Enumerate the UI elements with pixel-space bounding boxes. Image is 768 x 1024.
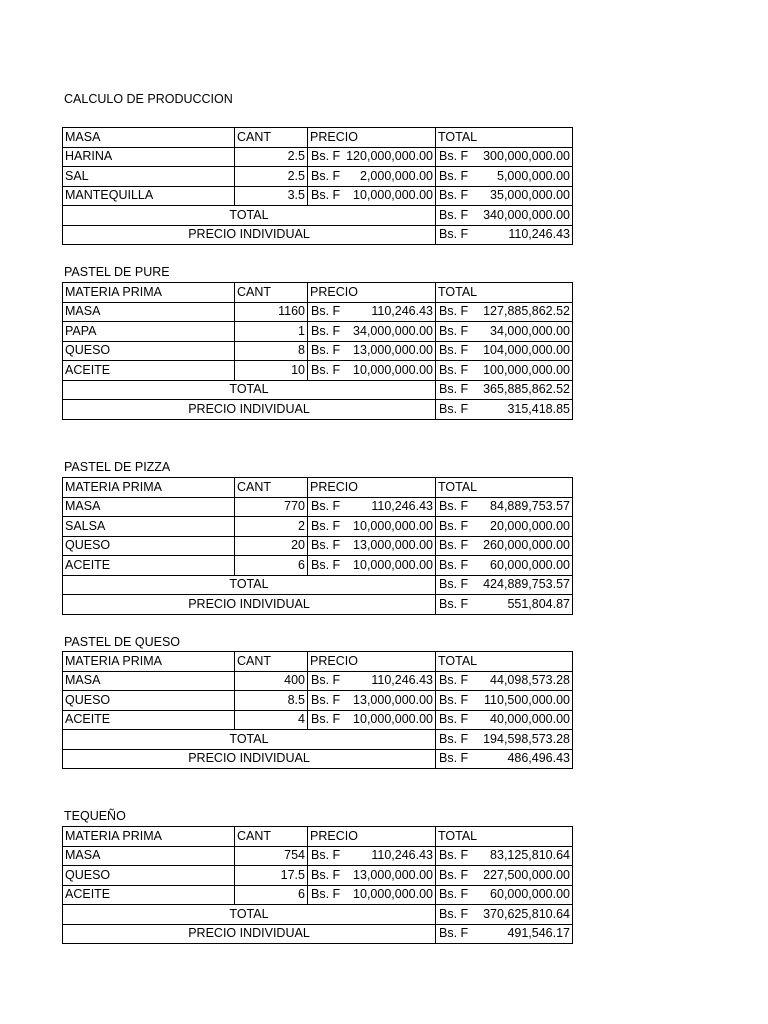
total-cell[interactable] [436,866,573,886]
precio-cell[interactable] [308,536,436,556]
total-cell[interactable] [436,691,573,711]
precio-cell[interactable] [308,167,436,187]
currency-label: Bs. F [311,712,341,727]
precio-cell[interactable] [308,671,436,691]
item-cell[interactable]: MASA [63,497,235,517]
currency-label: Bs. F [311,692,341,707]
cant-cell[interactable]: 2.5 [235,147,308,167]
cost-table [62,127,573,245]
individual-price-value[interactable] [436,595,573,615]
amount-value: 13,000,000.00 [353,538,433,553]
total-cell[interactable] [436,710,573,730]
total-row [63,380,573,400]
currency-label: Bs. F [439,712,469,727]
currency-label: Bs. F [439,867,469,882]
total-cell[interactable] [436,846,573,866]
cost-table [62,282,573,420]
precio-cell[interactable] [308,322,436,342]
amount-value: 424,889,753.57 [483,577,570,592]
individual-price-value[interactable] [436,749,573,769]
currency-label: Bs. F [311,673,341,688]
amount-value: 370,625,810.64 [483,906,570,921]
item-cell[interactable]: QUESO [63,691,235,711]
item-cell[interactable]: SAL [63,167,235,187]
section-title: PASTEL DE PURE [64,265,170,279]
header-row [63,827,573,847]
currency-label: Bs. F [439,227,469,242]
amount-value: 20,000,000.00 [490,518,570,533]
total-value[interactable] [436,206,573,226]
currency-label: Bs. F [439,362,469,377]
individual-price-label[interactable]: PRECIO INDIVIDUAL [63,595,436,615]
precio-cell[interactable] [308,341,436,361]
individual-price-label[interactable]: PRECIO INDIVIDUAL [63,749,436,769]
individual-price-value[interactable] [436,225,573,245]
cant-cell[interactable]: 2 [235,517,308,537]
currency-label: Bs. F [439,323,469,338]
header-cant[interactable]: CANT [235,478,308,498]
total-row [63,206,573,226]
amount-value: 60,000,000.00 [490,557,570,572]
amount-value: 315,418.85 [507,401,570,416]
item-cell[interactable]: PAPA [63,322,235,342]
header-total[interactable]: TOTAL [436,652,573,672]
amount-value: 120,000,000.00 [346,149,433,164]
header-total[interactable]: TOTAL [436,283,573,303]
item-cell[interactable]: MASA [63,671,235,691]
currency-label: Bs. F [311,362,341,377]
total-label[interactable]: TOTAL [63,575,436,595]
cant-cell[interactable]: 17.5 [235,866,308,886]
header-item[interactable]: MATERIA PRIMA [63,283,235,303]
total-cell[interactable] [436,341,573,361]
amount-value: 227,500,000.00 [483,867,570,882]
total-row [63,905,573,925]
total-cell[interactable] [436,671,573,691]
currency-label: Bs. F [439,499,469,514]
amount-value: 13,000,000.00 [353,343,433,358]
amount-value: 10,000,000.00 [353,518,433,533]
cant-cell[interactable]: 10 [235,361,308,381]
amount-value: 10,000,000.00 [353,188,433,203]
amount-value: 127,885,862.52 [483,304,570,319]
header-precio[interactable]: PRECIO [308,652,436,672]
precio-cell[interactable] [308,710,436,730]
currency-label: Bs. F [311,867,341,882]
currency-label: Bs. F [439,906,469,921]
currency-label: Bs. F [311,557,341,572]
amount-value: 34,000,000.00 [353,323,433,338]
individual-price-row [63,749,573,769]
item-cell[interactable]: HARINA [63,147,235,167]
amount-value: 34,000,000.00 [490,323,570,338]
currency-label: Bs. F [311,887,341,902]
individual-price-label[interactable]: PRECIO INDIVIDUAL [63,225,436,245]
header-item[interactable]: MATERIA PRIMA [63,652,235,672]
amount-value: 551,804.87 [507,596,570,611]
header-cant[interactable]: CANT [235,128,308,148]
total-value[interactable] [436,380,573,400]
amount-value: 13,000,000.00 [353,867,433,882]
precio-cell[interactable] [308,691,436,711]
cost-table [62,826,573,944]
header-row [63,128,573,148]
item-cell[interactable]: ACEITE [63,361,235,381]
cant-cell[interactable]: 8.5 [235,691,308,711]
precio-cell[interactable] [308,866,436,886]
item-cell[interactable]: MASA [63,846,235,866]
precio-cell[interactable] [308,885,436,905]
item-cell[interactable]: ACEITE [63,556,235,576]
total-row [63,575,573,595]
precio-cell[interactable] [308,361,436,381]
currency-label: Bs. F [311,499,341,514]
amount-value: 100,000,000.00 [483,362,570,377]
currency-label: Bs. F [311,168,341,183]
currency-label: Bs. F [439,382,469,397]
section-title: PASTEL DE PIZZA [64,460,171,474]
table-row [63,361,573,381]
amount-value: 104,000,000.00 [483,343,570,358]
header-item[interactable]: MATERIA PRIMA [63,827,235,847]
table-row [63,710,573,730]
amount-value: 491,546.17 [507,926,570,941]
individual-price-row [63,225,573,245]
item-cell[interactable]: QUESO [63,341,235,361]
precio-cell[interactable] [308,147,436,167]
item-cell[interactable]: MANTEQUILLA [63,186,235,206]
header-total[interactable]: TOTAL [436,128,573,148]
table-row [63,517,573,537]
amount-value: 13,000,000.00 [353,692,433,707]
amount-value: 10,000,000.00 [353,887,433,902]
currency-label: Bs. F [439,401,469,416]
total-cell[interactable] [436,517,573,537]
total-cell[interactable] [436,167,573,187]
cant-cell[interactable]: 8 [235,341,308,361]
currency-label: Bs. F [311,343,341,358]
amount-value: 365,885,862.52 [483,382,570,397]
item-cell[interactable]: QUESO [63,536,235,556]
amount-value: 110,500,000.00 [484,692,570,707]
total-cell[interactable] [436,497,573,517]
currency-label: Bs. F [439,887,469,902]
section-title: TEQUEÑO [64,809,126,823]
amount-value: 110,246.43 [371,304,433,319]
table-row [63,302,573,322]
amount-value: 10,000,000.00 [353,557,433,572]
currency-label: Bs. F [311,538,341,553]
table-row [63,322,573,342]
cant-cell[interactable]: 770 [235,497,308,517]
header-total[interactable]: TOTAL [436,827,573,847]
total-cell[interactable] [436,147,573,167]
total-label[interactable]: TOTAL [63,730,436,750]
currency-label: Bs. F [311,848,341,863]
total-cell[interactable] [436,302,573,322]
currency-label: Bs. F [439,848,469,863]
amount-value: 110,246.43 [371,499,433,514]
header-precio[interactable]: PRECIO [308,128,436,148]
individual-price-label[interactable]: PRECIO INDIVIDUAL [63,924,436,944]
header-row [63,478,573,498]
item-cell[interactable]: SALSA [63,517,235,537]
total-value[interactable] [436,905,573,925]
total-cell[interactable] [436,322,573,342]
item-cell[interactable]: ACEITE [63,710,235,730]
table-row [63,186,573,206]
currency-label: Bs. F [439,557,469,572]
cant-cell[interactable]: 3.5 [235,186,308,206]
total-cell[interactable] [436,186,573,206]
amount-value: 260,000,000.00 [483,538,570,553]
currency-label: Bs. F [439,577,469,592]
currency-label: Bs. F [439,673,469,688]
cant-cell[interactable]: 754 [235,846,308,866]
individual-price-row [63,400,573,420]
cant-cell[interactable]: 4 [235,710,308,730]
table-row [63,866,573,886]
table-row [63,341,573,361]
precio-cell[interactable] [308,302,436,322]
currency-label: Bs. F [311,188,341,203]
cant-cell[interactable]: 6 [235,556,308,576]
amount-value: 340,000,000.00 [483,207,570,222]
cost-table [62,651,573,769]
currency-label: Bs. F [311,518,341,533]
header-cant[interactable]: CANT [235,652,308,672]
currency-label: Bs. F [439,343,469,358]
amount-value: 110,246.43 [371,848,433,863]
amount-value: 110,246.43 [371,673,433,688]
table-row [63,536,573,556]
individual-price-label[interactable]: PRECIO INDIVIDUAL [63,400,436,420]
amount-value: 10,000,000.00 [353,362,433,377]
currency-label: Bs. F [439,596,469,611]
total-label[interactable]: TOTAL [63,380,436,400]
total-cell[interactable] [436,556,573,576]
header-row [63,652,573,672]
cant-cell[interactable]: 2.5 [235,167,308,187]
currency-label: Bs. F [439,731,469,746]
precio-cell[interactable] [308,846,436,866]
amount-value: 486,496.43 [507,751,570,766]
total-cell[interactable] [436,885,573,905]
table-row [63,691,573,711]
individual-price-row [63,924,573,944]
total-label[interactable]: TOTAL [63,905,436,925]
cant-cell[interactable]: 400 [235,671,308,691]
currency-label: Bs. F [311,323,341,338]
amount-value: 40,000,000.00 [490,712,570,727]
currency-label: Bs. F [439,926,469,941]
currency-label: Bs. F [439,518,469,533]
header-item[interactable]: MASA [63,128,235,148]
amount-value: 194,598,573.28 [483,731,570,746]
item-cell[interactable]: QUESO [63,866,235,886]
total-cell[interactable] [436,536,573,556]
precio-cell[interactable] [308,497,436,517]
header-precio[interactable]: PRECIO [308,283,436,303]
total-label[interactable]: TOTAL [63,206,436,226]
amount-value: 300,000,000.00 [483,149,570,164]
table-row [63,167,573,187]
currency-label: Bs. F [439,751,469,766]
total-value[interactable] [436,575,573,595]
table-row [63,556,573,576]
currency-label: Bs. F [439,188,469,203]
item-cell[interactable]: ACEITE [63,885,235,905]
header-precio[interactable]: PRECIO [308,478,436,498]
precio-cell[interactable] [308,186,436,206]
cant-cell[interactable]: 6 [235,885,308,905]
section-title: PASTEL DE QUESO [64,635,181,649]
header-total[interactable]: TOTAL [436,478,573,498]
table-row [63,885,573,905]
amount-value: 110,246.43 [508,227,570,242]
individual-price-value[interactable] [436,400,573,420]
precio-cell[interactable] [308,517,436,537]
currency-label: Bs. F [311,149,341,164]
total-value[interactable] [436,730,573,750]
amount-value: 84,889,753.57 [490,499,570,514]
individual-price-value[interactable] [436,924,573,944]
cost-table [62,477,573,615]
total-row [63,730,573,750]
amount-value: 44,098,573.28 [490,673,570,688]
currency-label: Bs. F [311,304,341,319]
amount-value: 2,000,000.00 [360,168,433,183]
amount-value: 83,125,810.64 [490,848,570,863]
currency-label: Bs. F [439,538,469,553]
total-cell[interactable] [436,361,573,381]
precio-cell[interactable] [308,556,436,576]
individual-price-row [63,595,573,615]
cant-cell[interactable]: 20 [235,536,308,556]
amount-value: 5,000,000.00 [497,168,570,183]
table-row [63,147,573,167]
table-row [63,671,573,691]
amount-value: 35,000,000.00 [490,188,570,203]
currency-label: Bs. F [439,149,469,164]
header-cant[interactable]: CANT [235,827,308,847]
page-title: CALCULO DE PRODUCCION [64,92,233,106]
amount-value: 10,000,000.00 [353,712,433,727]
table-row [63,497,573,517]
table-row [63,846,573,866]
header-cant[interactable]: CANT [235,283,308,303]
amount-value: 60,000,000.00 [490,887,570,902]
header-precio[interactable]: PRECIO [308,827,436,847]
cant-cell[interactable]: 1 [235,322,308,342]
item-cell[interactable]: MASA [63,302,235,322]
cant-cell[interactable]: 1160 [235,302,308,322]
header-item[interactable]: MATERIA PRIMA [63,478,235,498]
currency-label: Bs. F [439,168,469,183]
currency-label: Bs. F [439,207,469,222]
currency-label: Bs. F [439,304,469,319]
header-row [63,283,573,303]
currency-label: Bs. F [439,692,469,707]
